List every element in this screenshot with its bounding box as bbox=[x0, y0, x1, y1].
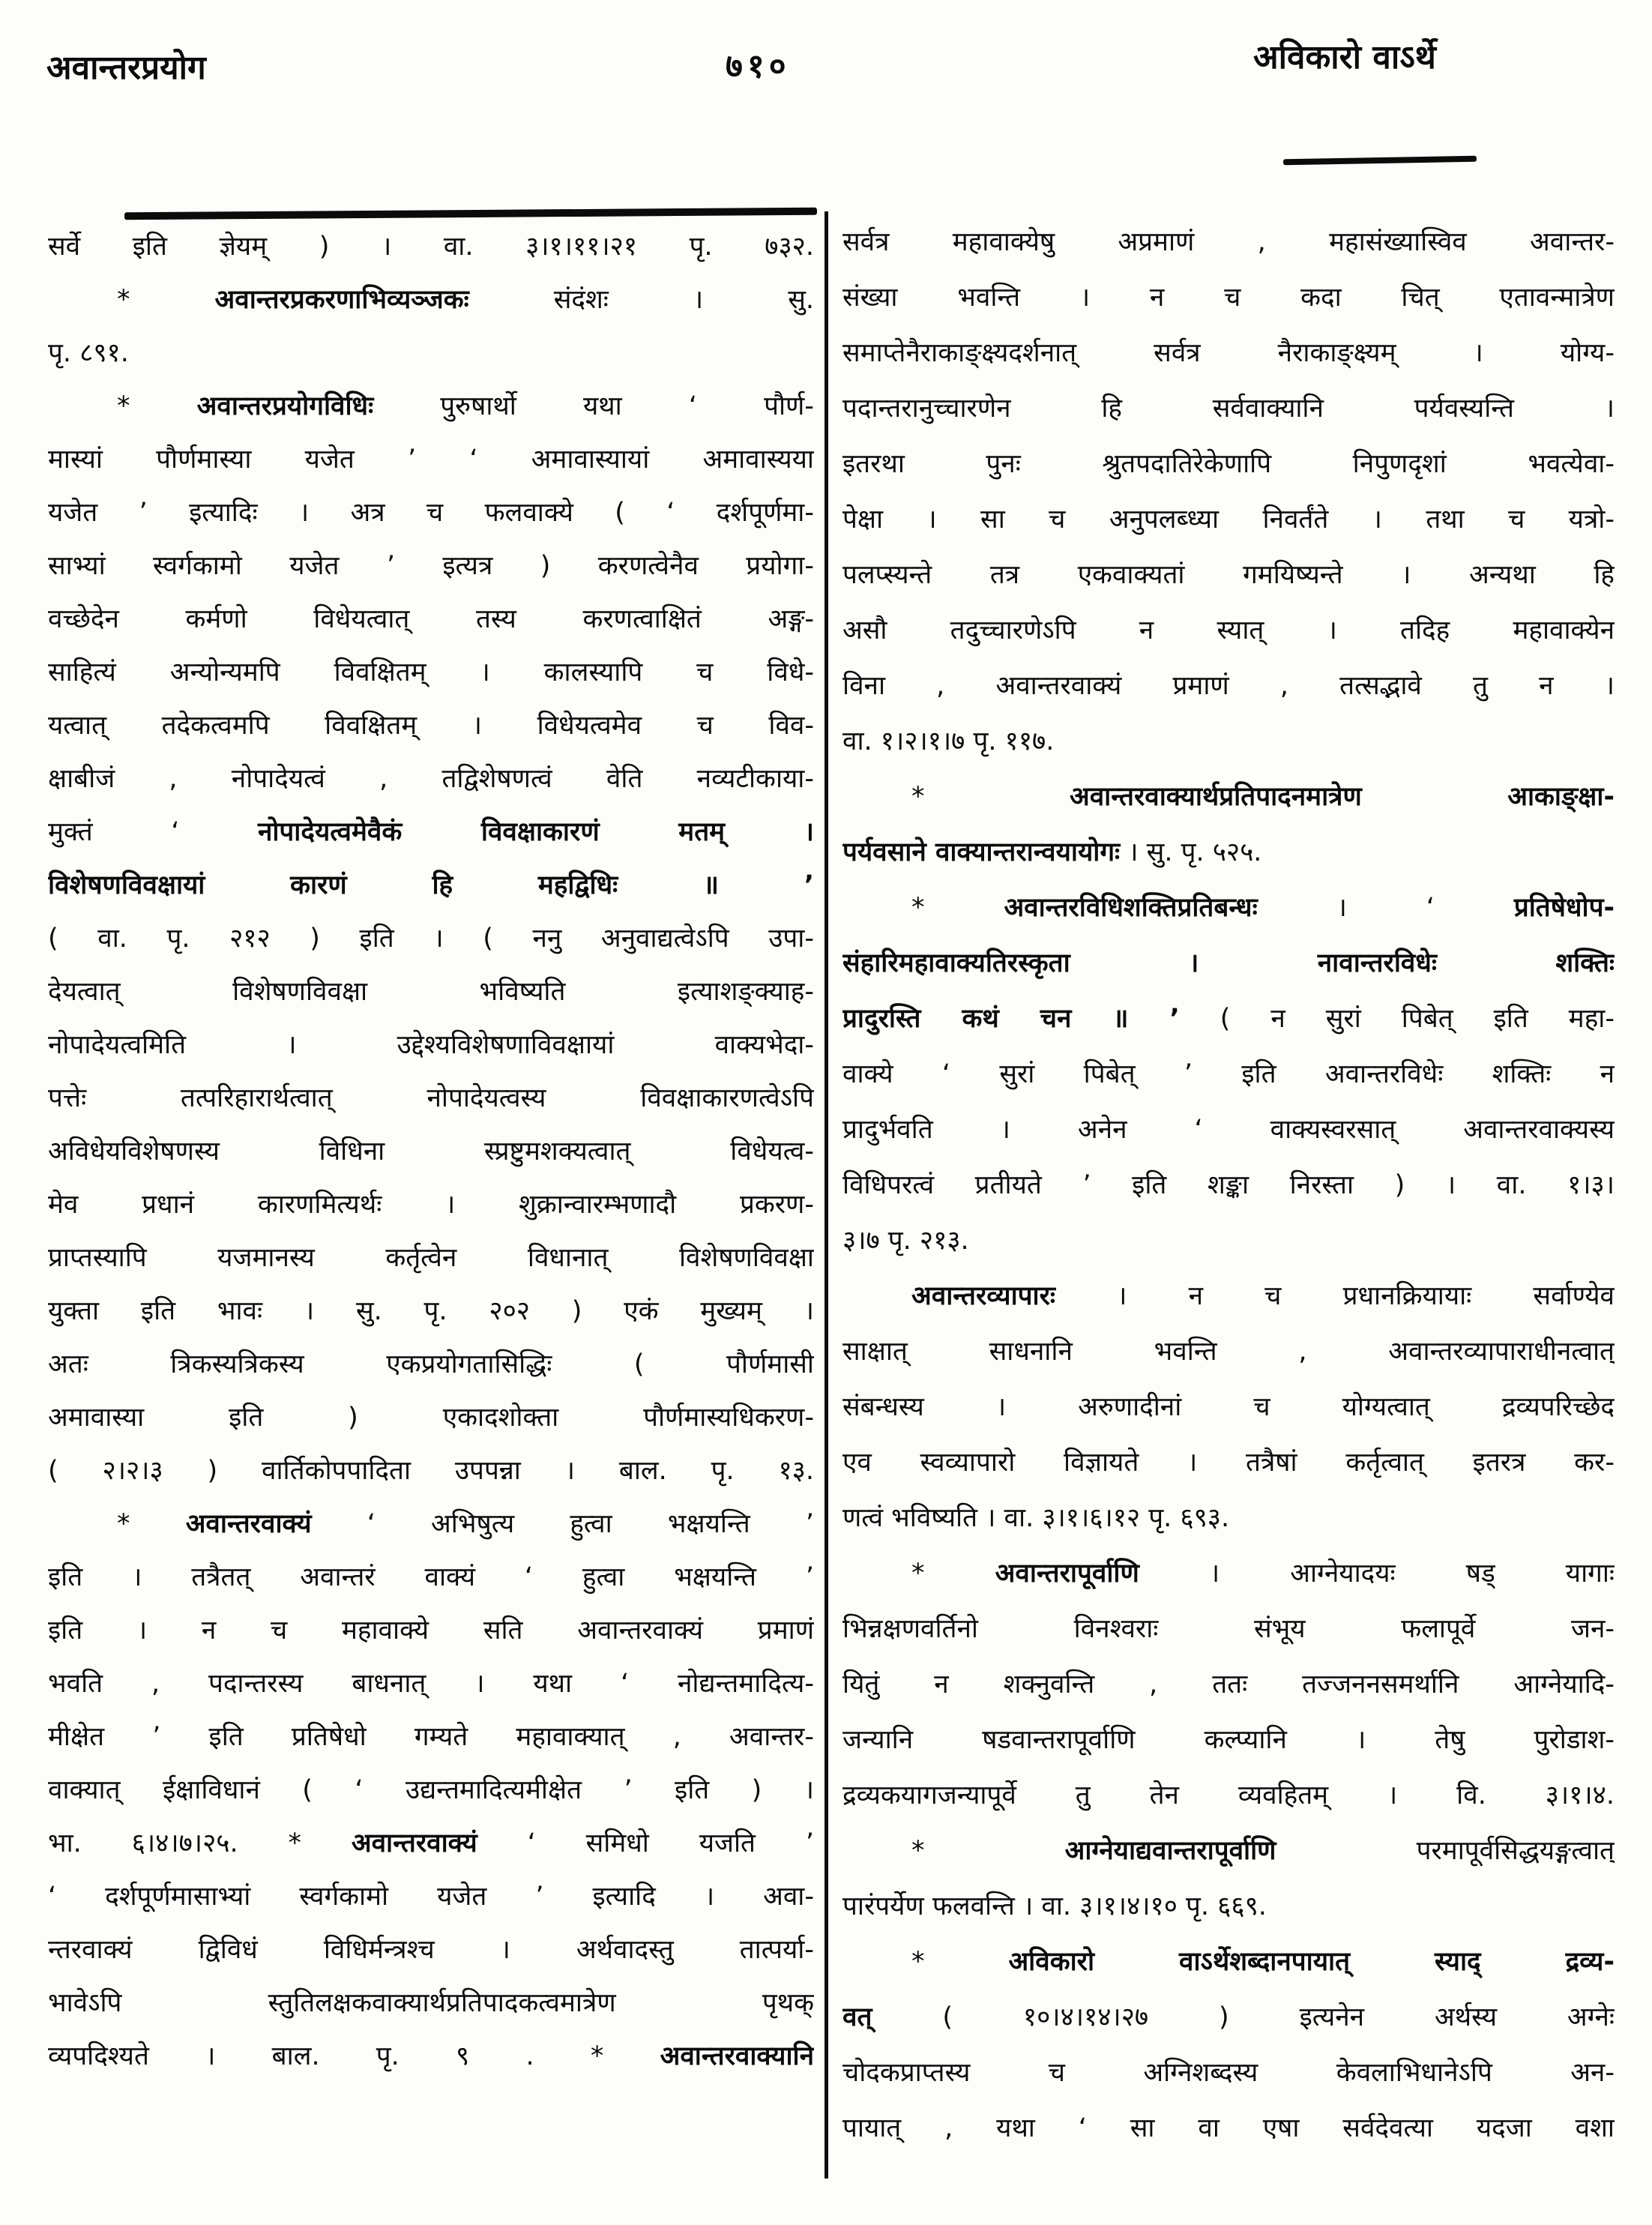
text-line bbox=[48, 540, 814, 593]
body-text: * bbox=[911, 1947, 1009, 1977]
body-text: सर्वत्र महावाक्येषु अप्रमाणं , महासंख्यास्विव अवान्तर- bbox=[842, 227, 1615, 257]
text-line bbox=[48, 646, 814, 699]
body-text: प्रादुर्भवति । अनेन ‘ वाक्यस्वरसात् अवान्तरवाक्यस्य bbox=[842, 1115, 1615, 1145]
text-line bbox=[842, 1047, 1615, 1102]
body-text: पृ. ८९१. bbox=[48, 338, 129, 368]
entry-headword: अवान्तरव्यापारः bbox=[911, 1281, 1055, 1311]
text-line bbox=[842, 603, 1615, 658]
text-line bbox=[48, 859, 814, 912]
body-text: भावेऽपि स्तुतिलक्षकवाक्यार्थप्रतिपादकत्वमात्रेण पृथक् bbox=[48, 1988, 814, 2018]
text-line bbox=[48, 2030, 814, 2083]
entry-headword: अवान्तरवाक्यं bbox=[351, 1828, 477, 1858]
entry-headword: विशेषणविवक्षायां कारणं हि महद्विधिः ॥ ’ bbox=[48, 870, 814, 900]
body-text: साक्षात् साधनानि भवन्ति , अवान्तरव्यापाराधीनत्वात् bbox=[842, 1337, 1615, 1367]
text-line bbox=[48, 593, 814, 646]
entry-headword: प्रतिषेधोप- bbox=[1513, 893, 1615, 923]
body-text: न्तरवाक्यं द्विविधं विधिर्मन्त्रश्च । अर्थवादस्तु तात्पर्या- bbox=[48, 1935, 814, 1965]
text-line bbox=[842, 1268, 1615, 1324]
text-line bbox=[842, 325, 1615, 381]
text-line bbox=[48, 1391, 814, 1445]
entry-headword: संहारिमहावाक्यतिरस्कृता । नावान्तरविधेः शक्तिः bbox=[842, 948, 1615, 978]
body-text: * bbox=[911, 893, 1004, 923]
body-text: देयत्वात् विशेषणविवक्षा भविष्यति इत्याशङ्क्याह- bbox=[48, 977, 814, 1007]
body-text: परमापूर्वसिद्धयङ्गत्वात् bbox=[1276, 1836, 1615, 1866]
body-text: समाप्तेनैराकाङ्क्ष्यदर्शनात् सर्वत्र नैराकाङ्क्ष्यम् । योग्य- bbox=[842, 338, 1615, 368]
text-line bbox=[842, 2045, 1615, 2101]
text-line bbox=[48, 806, 814, 859]
text-line bbox=[48, 1870, 814, 1924]
text-line bbox=[48, 1817, 814, 1870]
body-text: । ‘ bbox=[1257, 893, 1514, 923]
text-line bbox=[48, 1551, 814, 1604]
text-line bbox=[48, 1658, 814, 1711]
text-line bbox=[842, 492, 1615, 547]
body-text: । आग्नेयादयः षड् यागाः bbox=[1139, 1559, 1615, 1589]
body-text: इतरथा पुनः श्रुतपदातिरेकेणापि निपुणदृशां भवत्येवा- bbox=[842, 449, 1615, 479]
body-text: युक्ता इति भावः । सु. पृ. २०२ ) एकं मुख्यम् । bbox=[48, 1296, 814, 1326]
body-text: इति । तत्रैतत् अवान्तरं वाक्यं ‘ हुत्वा भक्षयन्ति ’ bbox=[48, 1562, 814, 1592]
text-line bbox=[842, 1490, 1615, 1546]
entry-headword: पर्यवसाने वाक्यान्तरान्वयायोगः bbox=[842, 837, 1121, 867]
body-text: प्राप्तस्यापि यजमानस्य कर्तृत्वेन विधानात् विशेषणविवक्षा bbox=[48, 1243, 814, 1273]
header-rule bbox=[124, 208, 817, 220]
text-line bbox=[842, 270, 1615, 325]
text-line bbox=[48, 433, 814, 487]
body-text: * bbox=[117, 1509, 186, 1539]
body-text: यितुं न शक्नुवन्ति , ततः तज्जननसमर्थानि आग्नेयादि- bbox=[842, 1669, 1615, 1699]
body-text: ( वा. पृ. २१२ ) इति । ( ननु अनुवाद्यत्वेऽपि उपा- bbox=[48, 924, 814, 954]
body-text: साभ्यां स्वर्गकामो यजेत ’ इत्यत्र ) करणत्वेनैव प्रयोगा- bbox=[48, 551, 814, 581]
body-text: द्रव्यकयागजन्यापूर्वे तु तेन व्यवहितम् । वि. ३।१।४. bbox=[842, 1780, 1615, 1810]
body-text: विधिपरत्वं प्रतीयते ’ इति शङ्का निरस्ता ) । वा. १।३। bbox=[842, 1170, 1615, 1200]
body-text: * bbox=[911, 1836, 1065, 1866]
entry-headword: अविकारो वाऽर्थेशब्दानपायात् स्याद् द्रव्य- bbox=[1008, 1947, 1615, 1977]
body-text: क्षाबीजं , नोपादेयत्वं , तद्विशेषणत्वं वेति नव्यटीकाया- bbox=[48, 764, 814, 794]
body-text: ( २।२।३ ) वार्तिकोपपादिता उपपन्ना । बाल. पृ. १३. bbox=[48, 1456, 814, 1486]
body-text: यत्वात् तदेकत्वमपि विवक्षितम् । विधेयत्वमेव च विव- bbox=[48, 711, 814, 741]
body-text: मीक्षेत ’ इति प्रतिषेधो गम्यते महावाक्यात् , अवान्तर- bbox=[48, 1722, 814, 1752]
entry-headword: वत् bbox=[842, 2002, 872, 2032]
text-line bbox=[48, 753, 814, 806]
column-divider-rule bbox=[825, 211, 828, 2179]
text-line bbox=[842, 1213, 1615, 1268]
text-line bbox=[842, 936, 1615, 991]
text-line bbox=[48, 487, 814, 540]
text-line bbox=[48, 220, 814, 274]
body-text: अतः त्रिकस्यत्रिकस्य एकप्रयोगतासिद्धिः ( पौर्णमासी bbox=[48, 1349, 814, 1379]
body-text: पेक्षा । सा च अनुपलब्ध्या निवर्तंते । तथा च यत्रो- bbox=[842, 505, 1615, 535]
text-line bbox=[842, 381, 1615, 436]
body-text: नोपादेयत्वमिति । उद्देश्यविशेषणाविवक्षायां वाक्यभेदा- bbox=[48, 1030, 814, 1060]
text-line bbox=[48, 1711, 814, 1764]
entry-headword: अवान्तरवाक्यं bbox=[185, 1509, 312, 1539]
body-text: ‘ अभिषुत्य हुत्वा भक्षयन्ति ’ bbox=[311, 1509, 814, 1539]
body-text: चोदकप्राप्तस्य च अग्निशब्दस्य केवलाभिधानेऽपि अन- bbox=[842, 2058, 1615, 2088]
text-line bbox=[48, 1977, 814, 2030]
page-number: ७१० bbox=[726, 47, 791, 85]
text-line bbox=[48, 1019, 814, 1072]
text-line bbox=[48, 1125, 814, 1178]
body-text: पुरुषार्थो यथा ‘ पौर्ण- bbox=[373, 391, 814, 421]
entry-headword: अवान्तरवाक्यानि bbox=[660, 2041, 814, 2071]
text-line bbox=[48, 699, 814, 753]
running-head-right: अविकारो वाऽर्थे bbox=[1253, 38, 1436, 76]
text-line bbox=[842, 1601, 1615, 1657]
text-line bbox=[48, 1232, 814, 1285]
text-line bbox=[842, 714, 1615, 769]
text-line bbox=[842, 769, 1615, 825]
body-text: भवति , पदान्तरस्य बाधनात् । यथा ‘ नोद्यन्तमादित्य- bbox=[48, 1669, 814, 1699]
text-line bbox=[48, 1285, 814, 1338]
text-line bbox=[48, 1178, 814, 1232]
body-text: जन्यानि षडवान्तरापूर्वाणि कल्प्यानि । तेषु पुरोडाश- bbox=[842, 1725, 1615, 1755]
body-text: मेव प्रधानं कारणमित्यर्थः । शुक्रान्वारम्भणादौ प्रकरण- bbox=[48, 1190, 814, 1220]
entry-headword: अवान्तरप्रकरणाभिव्यञ्जकः bbox=[214, 285, 469, 315]
body-text: यजेत ’ इत्यादिः । अत्र च फलवाक्ये ( ‘ दर्शपूर्णमा- bbox=[48, 498, 814, 528]
text-line bbox=[48, 274, 814, 327]
text-line bbox=[48, 327, 814, 380]
body-text: भा. ६।४।७।२५. * bbox=[48, 1828, 352, 1858]
body-text: विना , अवान्तरवाक्यं प्रमाणं , तत्सद्भावे तु न । bbox=[842, 671, 1615, 701]
text-line bbox=[842, 547, 1615, 603]
text-line bbox=[842, 1879, 1615, 1934]
text-line bbox=[842, 1990, 1615, 2045]
text-line bbox=[842, 1379, 1615, 1435]
text-line bbox=[48, 1764, 814, 1817]
text-line bbox=[48, 1924, 814, 1977]
body-text: पारंपर्येण फलवन्ति । वा. ३।१।४।१० पृ. ६६९. bbox=[842, 1891, 1267, 1921]
text-line bbox=[842, 1712, 1615, 1768]
entry-headword: अवान्तरवाक्यार्थप्रतिपादनमात्रेण आकाङ्क्षा- bbox=[1069, 782, 1615, 812]
entry-headword: प्रादुरस्ति कथं चन ॥ ’ bbox=[842, 1004, 1180, 1034]
body-text: वाक्ये ‘ सुरां पिबेत् ’ इति अवान्तरविधेः शक्तिः न bbox=[842, 1059, 1615, 1089]
body-text: वाक्यात् ईक्षाविधानं ( ‘ उद्यन्तमादित्यमीक्षेत ’ इति ) । bbox=[48, 1775, 814, 1805]
body-text: साहित्यं अन्योन्यमपि विवक्षितम् । कालस्यापि च विधे- bbox=[48, 657, 814, 687]
entry-headword: अवान्तरापूर्वाणि bbox=[995, 1559, 1139, 1589]
entry-headword: नोपादेयत्वमेवैकं विवक्षाकारणं मतम् । bbox=[257, 817, 814, 847]
text-line bbox=[842, 658, 1615, 714]
body-text: संबन्धस्य । अरुणादीनां च योग्यत्वात् द्रव्यपरिच्छेद bbox=[842, 1392, 1615, 1422]
text-line bbox=[842, 1934, 1615, 1990]
text-line bbox=[48, 1338, 814, 1391]
body-text: * bbox=[911, 782, 1070, 812]
text-line bbox=[842, 1768, 1615, 1823]
body-text: भिन्नक्षणवर्तिनो विनश्वराः संभूय फलापूर्वे जन- bbox=[842, 1614, 1615, 1644]
text-line bbox=[842, 1157, 1615, 1213]
body-text: ( १०।४।१४।२७ ) इत्यनेन अर्थस्य अग्नेः bbox=[872, 2002, 1615, 2032]
body-text: सर्वे इति ज्ञेयम् ) । वा. ३।१।११।२१ पृ. ७३२. bbox=[48, 232, 814, 262]
body-text: । न च प्रधानक्रियायाः सर्वाण्येव bbox=[1055, 1281, 1615, 1311]
entry-headword: अवान्तरविधिशक्तिप्रतिबन्धः bbox=[1004, 893, 1258, 923]
body-text: मास्यां पौर्णमास्या यजेत ’ ‘ अमावास्यायां अमावास्यया bbox=[48, 445, 814, 475]
body-text: * bbox=[117, 285, 215, 315]
text-line bbox=[48, 1498, 814, 1551]
body-text: असौ तदुच्चारणेऽपि न स्यात् । तदिह महावाक्येन bbox=[842, 615, 1615, 645]
body-text: संदंशः । सु. bbox=[468, 285, 814, 315]
body-text: पदान्तरानुच्चारणेन हि सर्ववाक्यानि पर्यवस्यन्ति । bbox=[842, 394, 1615, 424]
body-text: इति । न च महावाक्ये सति अवान्तरवाक्यं प्रमाणं bbox=[48, 1616, 814, 1646]
text-line bbox=[48, 1445, 814, 1498]
body-text: अविधेयविशेषणस्य विधिना स्प्रष्टुमशक्यत्वात् विधेयत्व- bbox=[48, 1136, 814, 1166]
text-line bbox=[842, 2101, 1615, 2156]
body-text: ‘ दर्शपूर्णमासाभ्यां स्वर्गकामो यजेत ’ इत्यादि । अवा- bbox=[48, 1882, 814, 1912]
body-text: । सु. पृ. ५२५. bbox=[1120, 837, 1262, 867]
body-text: अमावास्या इति ) एकादशोक्ता पौर्णमास्यधिकरण- bbox=[48, 1403, 814, 1433]
text-line bbox=[842, 1546, 1615, 1601]
entry-headword: आग्नेयाद्यवान्तरापूर्वाणि bbox=[1064, 1836, 1276, 1866]
text-line bbox=[48, 912, 814, 966]
entry-headword: अवान्तरप्रयोगविधिः bbox=[196, 391, 374, 421]
text-line bbox=[842, 1435, 1615, 1490]
body-text: पायात् , यथा ‘ सा वा एषा सर्वदेवत्या यदजा वशा bbox=[842, 2113, 1615, 2143]
text-line bbox=[842, 825, 1615, 880]
text-line bbox=[842, 1102, 1615, 1157]
text-line bbox=[842, 991, 1615, 1047]
text-line bbox=[48, 1604, 814, 1658]
body-text: णत्वं भविष्यति । वा. ३।१।६।१२ पृ. ६९३. bbox=[842, 1503, 1230, 1533]
text-line bbox=[842, 880, 1615, 936]
text-line bbox=[48, 380, 814, 433]
body-text: व्यपदिश्यते । बाल. पृ. ९ . * bbox=[48, 2041, 660, 2071]
body-text: वच्छेदेन कर्मणो विधेयत्वात् तस्य करणत्वाक्षितं अङ्ग- bbox=[48, 604, 814, 634]
body-text: संख्या भवन्ति । न च कदा चित् एतावन्मात्रेण bbox=[842, 283, 1615, 313]
body-text: * bbox=[911, 1559, 995, 1589]
column-left bbox=[48, 220, 814, 2083]
right-head-underline bbox=[1283, 156, 1477, 166]
body-text: ( न सुरां पिबेत् इति महा- bbox=[1179, 1004, 1615, 1034]
text-line bbox=[842, 1324, 1615, 1379]
body-text: ‘ समिधो यजति ’ bbox=[477, 1828, 814, 1858]
body-text: पत्तेः तत्परिहारार्थत्वात् नोपादेयत्वस्य विवक्षाकारणत्वेऽपि bbox=[48, 1083, 814, 1113]
column-right bbox=[842, 214, 1615, 2156]
body-text: * bbox=[117, 391, 197, 421]
text-line bbox=[842, 1823, 1615, 1879]
body-text: वा. १।२।१।७ पृ. ११७. bbox=[842, 726, 1055, 756]
text-line bbox=[48, 1072, 814, 1125]
text-line bbox=[842, 214, 1615, 270]
text-line bbox=[48, 966, 814, 1019]
body-text: ३।७ पृ. २१३. bbox=[842, 1226, 969, 1256]
body-text: मुक्तं ‘ bbox=[48, 817, 258, 847]
text-line bbox=[842, 436, 1615, 492]
text-line bbox=[842, 1657, 1615, 1712]
running-head-left: अवान्तरप्रयोग bbox=[46, 49, 206, 87]
body-text: पलप्स्यन्ते तत्र एकवाक्यतां गमयिष्यन्ते । अन्यथा हि bbox=[842, 560, 1615, 590]
body-text: एव स्वव्यापारो विज्ञायते । तत्रैषां कर्तृत्वात् इतरत्र कर- bbox=[842, 1448, 1615, 1478]
